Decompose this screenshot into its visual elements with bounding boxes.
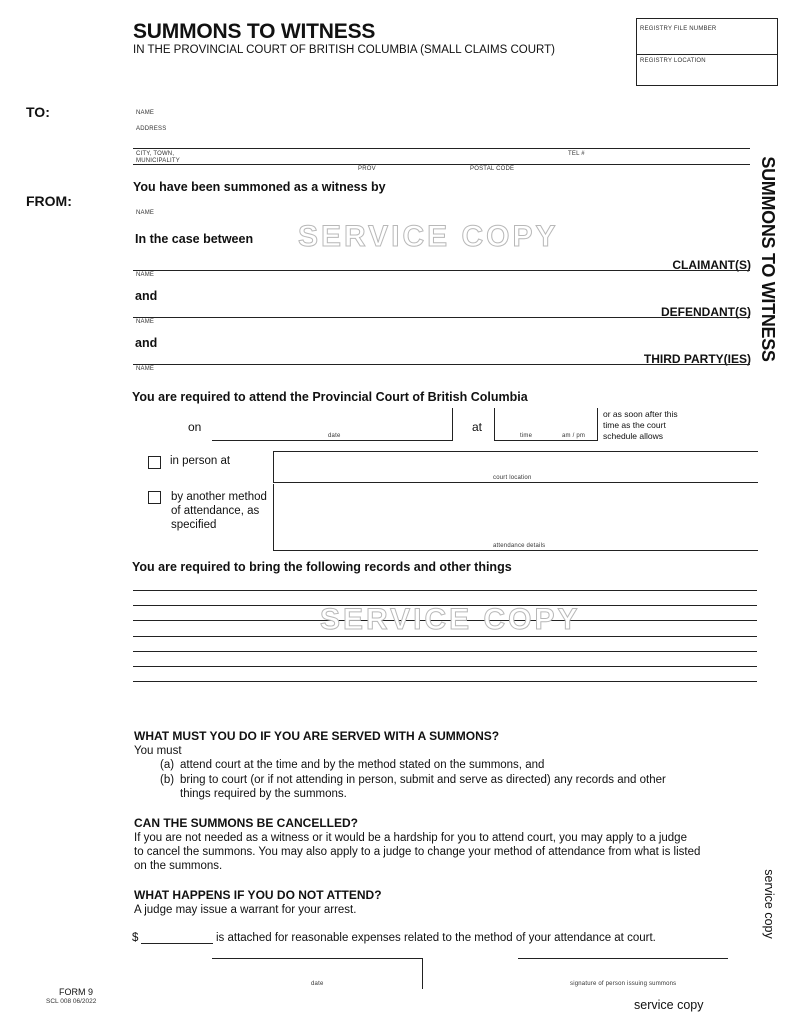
to-city-field[interactable] — [190, 150, 560, 163]
q1-heading: WHAT MUST YOU DO IF YOU ARE SERVED WITH A SUMMONS? — [134, 729, 500, 743]
attend-heading: You are required to attend the Provincial Court of British Columbia — [132, 390, 528, 404]
and-text-1: and — [135, 289, 158, 303]
q2-heading: CAN THE SUMMONS BE CANCELLED? — [134, 816, 358, 830]
claimant-name-label: NAME — [136, 272, 155, 278]
to-tel-field[interactable] — [590, 150, 750, 163]
service-copy-side: service copy — [762, 869, 776, 939]
to-city-line — [133, 164, 750, 165]
date-label: date — [328, 433, 341, 439]
issue-date-label: date — [311, 981, 324, 987]
dollar-sign: $ — [132, 932, 139, 944]
other-method-label: by another method of attendance, as specified — [171, 491, 267, 531]
court-location-label: court location — [493, 475, 532, 481]
and-text-2: and — [135, 336, 158, 350]
side-title: SUMMONS TO WITNESS — [758, 156, 778, 362]
registry-divider — [636, 54, 777, 55]
a2-line-2: to cancel the summons. You may also apply to a judge to change your method of attendance from what is listed — [134, 846, 701, 858]
defendant-label: DEFENDANT(S) — [661, 305, 751, 319]
q3-heading: WHAT HAPPENS IF YOU DO NOT ATTEND? — [134, 888, 382, 902]
you-must-text: You must — [134, 745, 182, 757]
form-code: SCL 008 06/2022 — [46, 998, 97, 1005]
registry-file-number-field[interactable] — [640, 34, 772, 52]
summoned-by-text: You have been summoned as a witness by — [133, 180, 386, 194]
records-line-5 — [133, 651, 757, 652]
claimant-label: CLAIMANT(S) — [672, 258, 751, 272]
case-between-text: In the case between — [135, 232, 254, 246]
to-postal-label: POSTAL CODE — [470, 166, 515, 172]
to-address-label: ADDRESS — [136, 126, 167, 132]
defendant-field[interactable] — [170, 290, 740, 314]
to-tel-label: TEL # — [568, 151, 585, 157]
registry-location-field[interactable] — [640, 66, 772, 82]
time-label: time — [520, 433, 533, 439]
to-city-label: CITY, TOWN, MUNICIPALITY — [136, 151, 180, 164]
expenses-text: is attached for reasonable expenses related to the method of your attendance at court. — [216, 932, 656, 944]
attendance-details-label: attendance details — [493, 543, 546, 549]
records-line-7 — [133, 681, 757, 682]
third-party-field[interactable] — [170, 336, 640, 362]
to-name-label: NAME — [136, 110, 155, 116]
defendant-name-label: NAME — [136, 319, 155, 325]
attendance-details-field[interactable] — [273, 484, 758, 551]
to-prov-label: PROV — [358, 166, 376, 172]
registry-location-label: REGISTRY LOCATION — [640, 58, 706, 64]
in-person-label: in person at — [170, 455, 231, 467]
item-b-line-1: bring to court (or if not attending in person, submit and serve as directed) any records and other — [180, 774, 666, 786]
records-line-1 — [133, 590, 757, 591]
a2-line-3: on the summons. — [134, 860, 223, 872]
claimant-line — [133, 270, 750, 271]
service-copy-watermark-top: SERVICE COPY — [298, 220, 559, 253]
to-address-line — [133, 148, 750, 149]
form-number: FORM 9 — [59, 987, 94, 997]
a3-text: A judge may issue a warrant for your arrest. — [134, 904, 357, 916]
from-label: FROM: — [26, 193, 72, 209]
third-party-name-label: NAME — [136, 366, 155, 372]
on-label: on — [188, 420, 202, 434]
at-label: at — [472, 420, 483, 434]
to-name-field[interactable] — [136, 116, 750, 124]
page-title: SUMMONS TO WITNESS — [133, 20, 376, 43]
registry-file-number-label: REGISTRY FILE NUMBER — [640, 26, 717, 32]
records-line-6 — [133, 666, 757, 667]
ampm-label: am / pm — [562, 433, 586, 439]
to-label: TO: — [26, 104, 50, 120]
soon-after-text: or as soon after this time as the court schedule allows — [603, 409, 678, 441]
third-party-label: THIRD PARTY(IES) — [643, 352, 751, 366]
expenses-amount-field[interactable] — [141, 930, 213, 944]
records-heading: You are required to bring the following records and other things — [132, 560, 512, 574]
item-b-line-2: things required by the summons. — [180, 788, 347, 800]
third-party-line — [133, 364, 750, 365]
item-a-text: attend court at the time and by the method stated on the summons, and — [180, 759, 545, 771]
item-b-marker: (b) — [160, 774, 175, 786]
from-name-label: NAME — [136, 210, 155, 216]
in-person-checkbox[interactable] — [148, 456, 161, 469]
court-subtitle: IN THE PROVINCIAL COURT OF BRITISH COLUMBIA (SMALL CLAIMS COURT) — [133, 44, 555, 56]
signature-label: signature of person issuing summons — [570, 981, 677, 987]
a2-line-1: If you are not needed as a witness or it would be a hardship for you to attend court, you may apply to a judge — [134, 832, 687, 844]
item-a-marker: (a) — [160, 759, 175, 771]
other-method-checkbox[interactable] — [148, 491, 161, 504]
defendant-line — [133, 317, 750, 318]
to-address-field[interactable] — [136, 132, 750, 146]
service-copy-watermark-bottom: SERVICE COPY — [320, 603, 581, 636]
service-copy-bottom: service copy — [634, 998, 704, 1012]
